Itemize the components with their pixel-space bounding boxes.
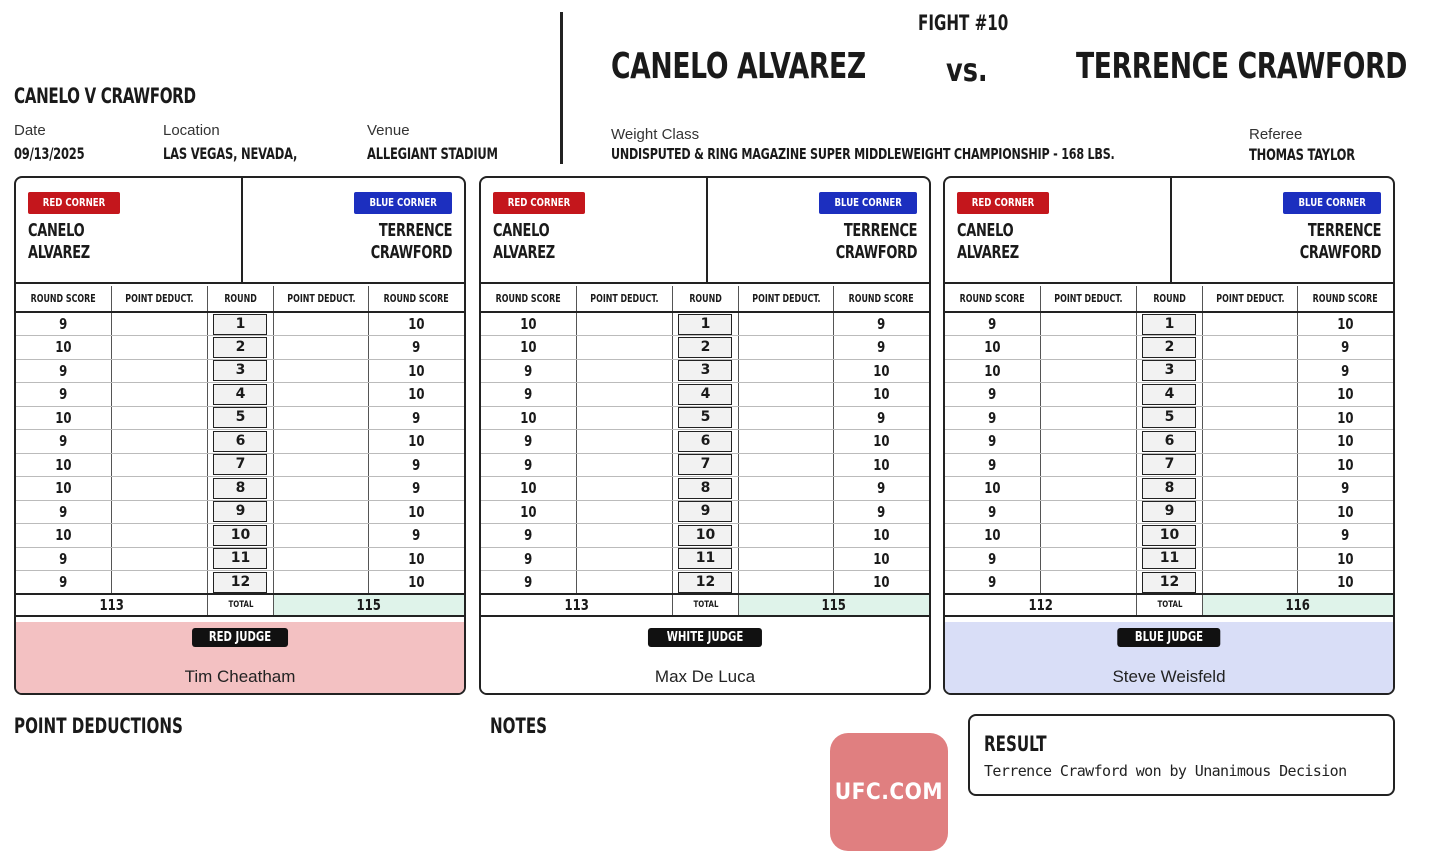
round-row <box>945 406 1393 430</box>
round-number: 1 <box>672 312 738 336</box>
blue-round-score: 10 <box>369 359 464 383</box>
score-table <box>945 286 1393 617</box>
red-point-deduction <box>576 383 672 407</box>
score-table <box>16 286 464 617</box>
column-header: ROUND <box>1136 286 1202 312</box>
blue-total: 116 <box>1203 594 1393 616</box>
red-point-deduction <box>111 524 207 548</box>
blue-point-deduction <box>739 406 834 430</box>
round-number: 1 <box>207 312 273 336</box>
round-row <box>16 312 464 336</box>
blue-fighter-name: TERRENCE CRAWFORD <box>1076 46 1407 87</box>
blue-round-score: 10 <box>369 383 464 407</box>
red-point-deduction <box>576 312 672 336</box>
blue-point-deduction <box>274 430 369 454</box>
blue-point-deduction <box>274 571 369 595</box>
round-number: 4 <box>207 383 273 407</box>
red-total: 112 <box>945 594 1136 616</box>
round-number: 11 <box>207 547 273 571</box>
round-number: 12 <box>207 571 273 595</box>
round-number: 11 <box>1136 547 1202 571</box>
blue-round-score: 9 <box>1298 524 1393 548</box>
blue-round-score: 10 <box>369 500 464 524</box>
red-round-score: 9 <box>945 383 1040 407</box>
round-number: 6 <box>207 430 273 454</box>
round-row <box>945 430 1393 454</box>
red-round-score: 9 <box>481 571 576 595</box>
red-corner-name: CANELO ALVAREZ <box>493 220 555 263</box>
judge-badge: WHITE JUDGE <box>648 628 762 647</box>
round-row <box>945 312 1393 336</box>
judge-name: Steve Weisfeld <box>1112 667 1226 686</box>
round-number: 6 <box>1136 430 1202 454</box>
location-label: Location <box>163 122 220 139</box>
column-header: POINT DEDUCT. <box>1203 286 1298 312</box>
column-header: POINT DEDUCT. <box>576 286 672 312</box>
red-point-deduction <box>1040 336 1136 360</box>
round-row <box>16 430 464 454</box>
blue-point-deduction <box>274 453 369 477</box>
blue-corner-name: TERRENCE CRAWFORD <box>835 220 917 263</box>
red-point-deduction <box>111 547 207 571</box>
round-row <box>945 547 1393 571</box>
blue-round-score: 10 <box>1298 500 1393 524</box>
column-header: POINT DEDUCT. <box>111 286 207 312</box>
round-number: 11 <box>672 547 738 571</box>
score-table <box>481 286 929 617</box>
blue-point-deduction <box>739 336 834 360</box>
column-header: ROUND SCORE <box>16 286 111 312</box>
blue-round-score: 9 <box>834 312 929 336</box>
red-round-score: 10 <box>16 406 111 430</box>
round-row <box>16 500 464 524</box>
result-box <box>968 714 1395 796</box>
round-number: 8 <box>1136 477 1202 501</box>
blue-point-deduction <box>274 500 369 524</box>
vs-label: vs. <box>946 51 988 89</box>
blue-round-score: 10 <box>834 524 929 548</box>
blue-round-score: 9 <box>1298 336 1393 360</box>
red-round-score: 9 <box>16 383 111 407</box>
fight-number: FIGHT #10 <box>918 11 1009 35</box>
blue-point-deduction <box>1203 430 1298 454</box>
round-number: 7 <box>207 453 273 477</box>
blue-corner-badge: BLUE CORNER <box>1283 192 1381 214</box>
round-number: 9 <box>672 500 738 524</box>
blue-point-deduction <box>1203 571 1298 595</box>
location-value: LAS VEGAS, NEVADA, <box>163 144 298 163</box>
red-point-deduction <box>111 430 207 454</box>
blue-round-score: 10 <box>1298 383 1393 407</box>
red-corner-name: CANELO ALVAREZ <box>957 220 1019 263</box>
red-fighter-name: CANELO ALVAREZ <box>611 46 866 87</box>
ufc-logo-text: UFC.COM <box>834 779 944 805</box>
round-number: 7 <box>1136 453 1202 477</box>
round-row <box>481 336 929 360</box>
blue-round-score: 10 <box>1298 312 1393 336</box>
column-header: POINT DEDUCT. <box>274 286 369 312</box>
header-divider <box>560 12 563 164</box>
total-label: TOTAL <box>207 594 273 616</box>
blue-point-deduction <box>274 336 369 360</box>
round-row <box>481 359 929 383</box>
round-number: 12 <box>1136 571 1202 595</box>
column-header: ROUND SCORE <box>834 286 929 312</box>
red-point-deduction <box>111 571 207 595</box>
blue-point-deduction <box>274 312 369 336</box>
blue-point-deduction <box>274 406 369 430</box>
round-row <box>945 571 1393 595</box>
blue-round-score: 9 <box>369 453 464 477</box>
blue-point-deduction <box>739 312 834 336</box>
total-row <box>481 594 929 616</box>
blue-point-deduction <box>739 571 834 595</box>
event-title: CANELO V CRAWFORD <box>14 84 196 108</box>
blue-round-score: 10 <box>834 383 929 407</box>
round-number: 5 <box>207 406 273 430</box>
red-point-deduction <box>576 359 672 383</box>
round-row <box>945 336 1393 360</box>
round-row <box>481 524 929 548</box>
date-label: Date <box>14 122 46 139</box>
round-row <box>945 453 1393 477</box>
result-text: Terrence Crawford won by Unanimous Decision <box>984 762 1347 780</box>
red-point-deduction <box>111 453 207 477</box>
round-row <box>945 477 1393 501</box>
red-point-deduction <box>1040 359 1136 383</box>
total-label: TOTAL <box>672 594 738 616</box>
red-round-score: 10 <box>945 477 1040 501</box>
venue-label: Venue <box>367 122 410 139</box>
blue-point-deduction <box>1203 524 1298 548</box>
round-row <box>481 383 929 407</box>
blue-round-score: 10 <box>369 547 464 571</box>
point-deductions-title: POINT DEDUCTIONS <box>14 714 183 738</box>
blue-point-deduction <box>1203 383 1298 407</box>
column-header: POINT DEDUCT. <box>1040 286 1136 312</box>
blue-round-score: 9 <box>369 524 464 548</box>
column-header: ROUND SCORE <box>481 286 576 312</box>
blue-point-deduction <box>1203 453 1298 477</box>
round-number: 9 <box>1136 500 1202 524</box>
red-corner-badge: RED CORNER <box>493 192 585 214</box>
round-row <box>16 453 464 477</box>
red-round-score: 9 <box>945 406 1040 430</box>
red-point-deduction <box>576 571 672 595</box>
round-number: 4 <box>1136 383 1202 407</box>
red-corner-badge: RED CORNER <box>28 192 120 214</box>
notes-title: NOTES <box>490 714 548 738</box>
total-row <box>945 594 1393 616</box>
round-number: 4 <box>672 383 738 407</box>
judge-name: Max De Luca <box>654 667 756 686</box>
blue-round-score: 9 <box>1298 477 1393 501</box>
red-total: 113 <box>16 594 207 616</box>
red-point-deduction <box>576 430 672 454</box>
blue-round-score: 10 <box>1298 430 1393 454</box>
red-round-score: 9 <box>481 547 576 571</box>
venue-value: ALLEGIANT STADIUM <box>367 144 498 163</box>
round-row <box>16 336 464 360</box>
red-round-score: 9 <box>16 430 111 454</box>
round-number: 10 <box>207 524 273 548</box>
judge-badge: BLUE JUDGE <box>1117 628 1220 647</box>
red-point-deduction <box>576 547 672 571</box>
round-number: 3 <box>1136 359 1202 383</box>
round-row <box>16 477 464 501</box>
red-round-score: 10 <box>481 406 576 430</box>
blue-round-score: 10 <box>1298 406 1393 430</box>
round-row <box>945 524 1393 548</box>
red-point-deduction <box>1040 383 1136 407</box>
blue-point-deduction <box>1203 312 1298 336</box>
blue-round-score: 9 <box>1298 359 1393 383</box>
weight-class-value: UNDISPUTED & RING MAGAZINE SUPER MIDDLEWEIGHT CHAMPIONSHIP - 168 LBS. <box>611 145 1115 163</box>
round-number: 3 <box>672 359 738 383</box>
column-header: POINT DEDUCT. <box>739 286 834 312</box>
round-row <box>945 500 1393 524</box>
round-row <box>481 500 929 524</box>
red-round-score: 10 <box>16 524 111 548</box>
red-point-deduction <box>1040 477 1136 501</box>
blue-round-score: 9 <box>834 500 929 524</box>
blue-point-deduction <box>1203 547 1298 571</box>
blue-point-deduction <box>739 453 834 477</box>
corner-divider <box>241 178 243 284</box>
column-header: ROUND SCORE <box>1298 286 1393 312</box>
red-point-deduction <box>1040 524 1136 548</box>
judge-badge: RED JUDGE <box>192 628 288 647</box>
column-header: ROUND SCORE <box>945 286 1040 312</box>
red-round-score: 9 <box>16 571 111 595</box>
round-number: 12 <box>672 571 738 595</box>
red-point-deduction <box>1040 312 1136 336</box>
red-round-score: 9 <box>481 359 576 383</box>
red-point-deduction <box>1040 430 1136 454</box>
blue-round-score: 10 <box>834 547 929 571</box>
blue-round-score: 9 <box>369 336 464 360</box>
red-round-score: 9 <box>481 524 576 548</box>
blue-point-deduction <box>739 430 834 454</box>
blue-round-score: 10 <box>369 430 464 454</box>
round-number: 8 <box>672 477 738 501</box>
red-round-score: 9 <box>16 547 111 571</box>
judge-area <box>16 622 464 695</box>
blue-round-score: 10 <box>1298 453 1393 477</box>
blue-corner-name: TERRENCE CRAWFORD <box>370 220 452 263</box>
round-row <box>16 547 464 571</box>
red-total: 113 <box>481 594 672 616</box>
round-row <box>481 571 929 595</box>
round-number: 9 <box>207 500 273 524</box>
red-corner-badge: RED CORNER <box>957 192 1049 214</box>
red-point-deduction <box>111 406 207 430</box>
blue-round-score: 10 <box>369 312 464 336</box>
red-point-deduction <box>576 406 672 430</box>
blue-point-deduction <box>274 547 369 571</box>
blue-point-deduction <box>274 477 369 501</box>
column-header: ROUND <box>672 286 738 312</box>
red-round-score: 9 <box>16 312 111 336</box>
corner-header <box>481 178 929 284</box>
blue-round-score: 9 <box>834 477 929 501</box>
blue-corner-badge: BLUE CORNER <box>819 192 917 214</box>
date-value: 09/13/2025 <box>14 144 85 163</box>
column-header: ROUND SCORE <box>369 286 464 312</box>
corner-divider <box>1170 178 1172 284</box>
red-round-score: 9 <box>945 547 1040 571</box>
round-number: 10 <box>672 524 738 548</box>
judge-area <box>945 622 1393 695</box>
round-row <box>481 406 929 430</box>
total-row <box>16 594 464 616</box>
round-number: 3 <box>207 359 273 383</box>
red-round-score: 9 <box>481 383 576 407</box>
red-point-deduction <box>576 477 672 501</box>
blue-round-score: 10 <box>834 453 929 477</box>
round-row <box>16 406 464 430</box>
corner-header <box>945 178 1393 284</box>
corner-header <box>16 178 464 284</box>
red-point-deduction <box>1040 406 1136 430</box>
red-point-deduction <box>111 336 207 360</box>
ufc-logo <box>830 733 948 851</box>
red-point-deduction <box>1040 547 1136 571</box>
blue-point-deduction <box>739 383 834 407</box>
red-round-score: 9 <box>945 430 1040 454</box>
judge-area <box>481 622 929 695</box>
column-header: ROUND <box>207 286 273 312</box>
red-round-score: 10 <box>945 359 1040 383</box>
red-round-score: 10 <box>945 524 1040 548</box>
round-row <box>945 383 1393 407</box>
scorecard-blue-judge <box>943 176 1395 695</box>
blue-point-deduction <box>739 524 834 548</box>
blue-corner-name: TERRENCE CRAWFORD <box>1299 220 1381 263</box>
red-round-score: 9 <box>16 500 111 524</box>
blue-round-score: 10 <box>834 430 929 454</box>
red-round-score: 10 <box>481 477 576 501</box>
round-number: 7 <box>672 453 738 477</box>
blue-point-deduction <box>739 500 834 524</box>
blue-point-deduction <box>739 477 834 501</box>
red-round-score: 9 <box>16 359 111 383</box>
weight-class-label: Weight Class <box>611 126 700 143</box>
red-point-deduction <box>1040 571 1136 595</box>
blue-point-deduction <box>739 359 834 383</box>
red-round-score: 9 <box>945 500 1040 524</box>
blue-point-deduction <box>274 524 369 548</box>
round-row <box>16 383 464 407</box>
red-point-deduction <box>1040 500 1136 524</box>
round-row <box>945 359 1393 383</box>
round-row <box>16 359 464 383</box>
red-point-deduction <box>111 383 207 407</box>
round-number: 5 <box>672 406 738 430</box>
round-number: 8 <box>207 477 273 501</box>
red-point-deduction <box>111 312 207 336</box>
round-row <box>481 547 929 571</box>
blue-point-deduction <box>1203 477 1298 501</box>
red-point-deduction <box>576 453 672 477</box>
red-point-deduction <box>576 500 672 524</box>
blue-round-score: 10 <box>1298 547 1393 571</box>
round-row <box>481 477 929 501</box>
red-corner-name: CANELO ALVAREZ <box>28 220 90 263</box>
round-row <box>481 312 929 336</box>
blue-point-deduction <box>1203 359 1298 383</box>
blue-point-deduction <box>1203 336 1298 360</box>
blue-total: 115 <box>739 594 929 616</box>
round-number: 2 <box>672 336 738 360</box>
red-point-deduction <box>576 524 672 548</box>
round-number: 1 <box>1136 312 1202 336</box>
round-number: 2 <box>1136 336 1202 360</box>
red-point-deduction <box>111 359 207 383</box>
blue-round-score: 9 <box>369 477 464 501</box>
red-round-score: 9 <box>481 453 576 477</box>
round-row <box>481 430 929 454</box>
blue-point-deduction <box>274 383 369 407</box>
blue-round-score: 10 <box>1298 571 1393 595</box>
round-number: 5 <box>1136 406 1202 430</box>
blue-round-score: 10 <box>834 571 929 595</box>
red-round-score: 10 <box>945 336 1040 360</box>
red-point-deduction <box>111 500 207 524</box>
blue-point-deduction <box>1203 500 1298 524</box>
blue-round-score: 9 <box>834 336 929 360</box>
red-round-score: 9 <box>945 571 1040 595</box>
red-round-score: 9 <box>945 453 1040 477</box>
round-number: 2 <box>207 336 273 360</box>
red-round-score: 10 <box>481 500 576 524</box>
referee-label: Referee <box>1249 126 1303 143</box>
scorecard-white-judge <box>479 176 931 695</box>
red-point-deduction <box>111 477 207 501</box>
blue-point-deduction <box>739 547 834 571</box>
blue-round-score: 10 <box>369 571 464 595</box>
round-number: 6 <box>672 430 738 454</box>
corner-divider <box>706 178 708 284</box>
red-round-score: 10 <box>481 312 576 336</box>
blue-round-score: 9 <box>834 406 929 430</box>
blue-total: 115 <box>274 594 464 616</box>
red-point-deduction <box>576 336 672 360</box>
blue-round-score: 10 <box>834 359 929 383</box>
blue-point-deduction <box>1203 406 1298 430</box>
result-title: RESULT <box>984 732 1047 756</box>
total-label: TOTAL <box>1136 594 1202 616</box>
red-round-score: 10 <box>16 477 111 501</box>
blue-point-deduction <box>274 359 369 383</box>
red-round-score: 9 <box>945 312 1040 336</box>
blue-round-score: 9 <box>369 406 464 430</box>
red-round-score: 10 <box>481 336 576 360</box>
referee-value: THOMAS TAYLOR <box>1249 145 1355 164</box>
judge-name: Tim Cheatham <box>184 667 296 686</box>
round-row <box>16 524 464 548</box>
round-number: 10 <box>1136 524 1202 548</box>
red-round-score: 10 <box>16 336 111 360</box>
red-point-deduction <box>1040 453 1136 477</box>
blue-corner-badge: BLUE CORNER <box>354 192 452 214</box>
red-round-score: 9 <box>481 430 576 454</box>
red-round-score: 10 <box>16 453 111 477</box>
round-row <box>481 453 929 477</box>
scorecard-red-judge <box>14 176 466 695</box>
round-row <box>16 571 464 595</box>
